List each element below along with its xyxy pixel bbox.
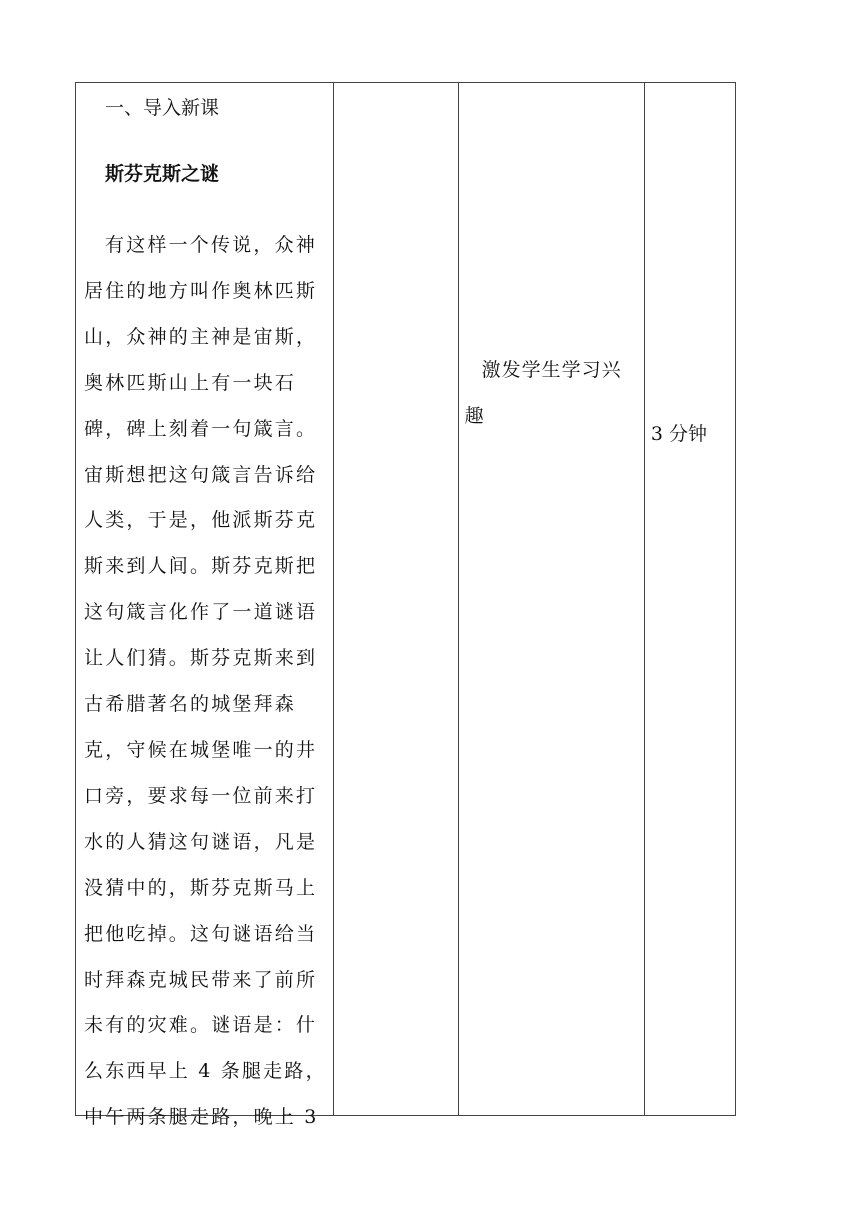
method-cell [334,83,458,1116]
lesson-plan-table [75,82,736,1129]
purpose-cell [458,83,644,1116]
table-row [76,83,736,1116]
story-paragraph: 有这样一个传说，众神居住的地方叫作奥林匹斯山，众神的主神是宙斯，奥林匹斯山上有一块石碑，碑上刻着一句箴言。宙斯想把这句箴言告诉给人类，于是，他派斯芬克斯来到人间。斯芬克斯把这句箴言化作了一道谜语让人们猜。斯芬克斯来到古希腊著名的城堡拜森克，守候在城堡唯一的井口旁，要求每一位前来打水的人猜这句谜语，凡是没猜中的，斯芬克斯马上把他吃掉。这句谜语给当时拜森克城民带来了前所未有的灾难。谜语是：什么东西早上 4 条腿走路，中午两条腿走路，晚上 3 [84,234,327,1129]
purpose-text: 激发学生学习兴趣 [464,359,622,427]
content-cell [76,83,334,1129]
time-text: 3 分钟 [650,423,707,445]
section-heading-intro: 一、导入新课 [105,97,220,119]
time-cell [644,83,735,1116]
story-title: 斯芬克斯之谜 [105,163,220,185]
